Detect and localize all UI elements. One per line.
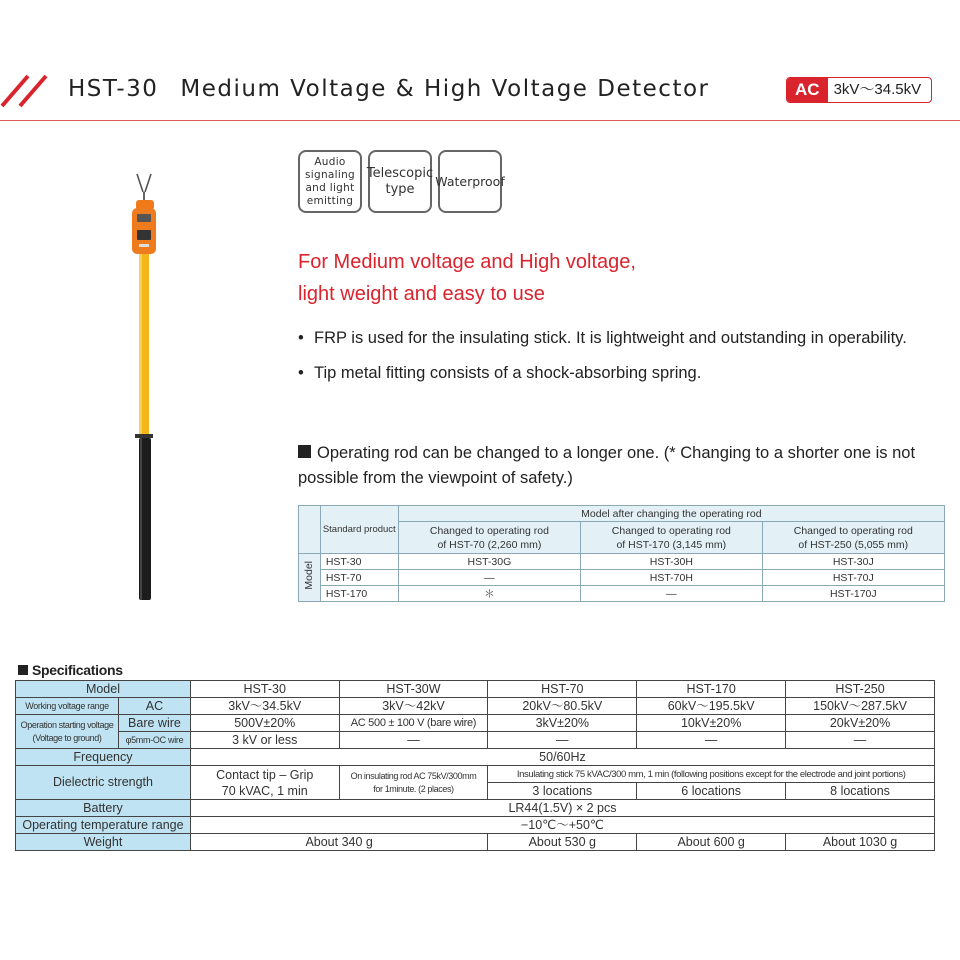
page-title (68, 76, 710, 102)
model-label: Model (299, 554, 321, 602)
feature-list (298, 326, 918, 396)
list-item: • Tip metal fitting consists of a shock-absorbing spring. (298, 361, 918, 386)
voltage-badge (786, 77, 932, 103)
bullet-icon: • (298, 364, 304, 382)
table-row: HST-170 ＊ ― HST-170J (299, 586, 945, 602)
table-row: φ5mm-OC wire 3 kV or less ― ― ― ― (16, 732, 935, 749)
title-model: HST-30 (68, 76, 159, 102)
square-bullet-icon (18, 665, 28, 675)
column-header: Changed to operating rod of HST-250 (5,055 mm) (762, 522, 944, 554)
specifications-title: Specifications (18, 662, 123, 678)
standard-product-header: Standard product (320, 506, 398, 554)
specifications-table (15, 680, 935, 851)
header-divider (0, 120, 960, 121)
table-row: Model HST-30 HST-30G HST-30H HST-30J (299, 554, 945, 570)
telescopic-badge: Telescopic type (368, 150, 432, 213)
feature-badges (298, 150, 505, 213)
table-row (299, 506, 945, 522)
list-item: • FRP is used for the insulating stick. It is lightweight and outstanding in operability. (298, 326, 918, 351)
table-row: 3 locations 6 locations 8 locations (16, 783, 935, 800)
table-row: HST-70 ― HST-70H HST-70J (299, 570, 945, 586)
table-row: Frequency 50/60Hz (16, 749, 935, 766)
rod-change-note: Operating rod can be changed to a longer one. (* Changing to a shorter one is not possible from the viewpoint of safety.) (298, 444, 916, 487)
voltage-range: 3kV〜34.5kV (833, 81, 922, 98)
table-row: Working voltage range AC 3kV〜34.5kV 3kV〜42kV 20kV〜80.5kV 60kV〜195.5kV 150kV〜287.5kV (16, 698, 935, 715)
rod-change-table (298, 505, 945, 602)
table-row: Dielectric strength Contact tip – Grip 70 kVAC, 1 min On insulating rod AC 75kV/300mm for 1minute. (2 places) Insulating stick 75 kVAC/300 mm, 1 min (following positions except for the electrode and joint portions) (16, 766, 935, 783)
ac-label: AC (787, 78, 828, 102)
header-stripes (0, 70, 60, 110)
table-row: Operating temperature range −10℃〜+50℃ (16, 817, 935, 834)
table-row: Model HST-30 HST-30W HST-70 HST-170 HST-250 (16, 681, 935, 698)
bullet-icon: • (298, 329, 304, 347)
title-description: Medium Voltage & High Voltage Detector (180, 76, 710, 102)
square-bullet-icon (298, 445, 311, 458)
group-header: Model after changing the operating rod (398, 506, 944, 522)
headline: For Medium voltage and High voltage, light weight and easy to use (298, 251, 636, 305)
column-header: Changed to operating rod of HST-70 (2,260 mm) (398, 522, 580, 554)
column-header: Changed to operating rod of HST-170 (3,145 mm) (581, 522, 762, 554)
table-row: Weight About 340 g About 530 g About 600 g About 1030 g (16, 834, 935, 851)
table-row: Battery LR44(1.5V) × 2 pcs (16, 800, 935, 817)
audio-signaling-badge: Audio signaling and light emitting (298, 150, 362, 213)
table-row: Operation starting voltage (Voltage to ground) Bare wire 500V±20% AC 500 ± 100 V (bare wire) 3kV±20% 10kV±20% 20kV±20% (16, 715, 935, 732)
waterproof-badge: Waterproof (438, 150, 502, 213)
detector-image (110, 160, 190, 605)
